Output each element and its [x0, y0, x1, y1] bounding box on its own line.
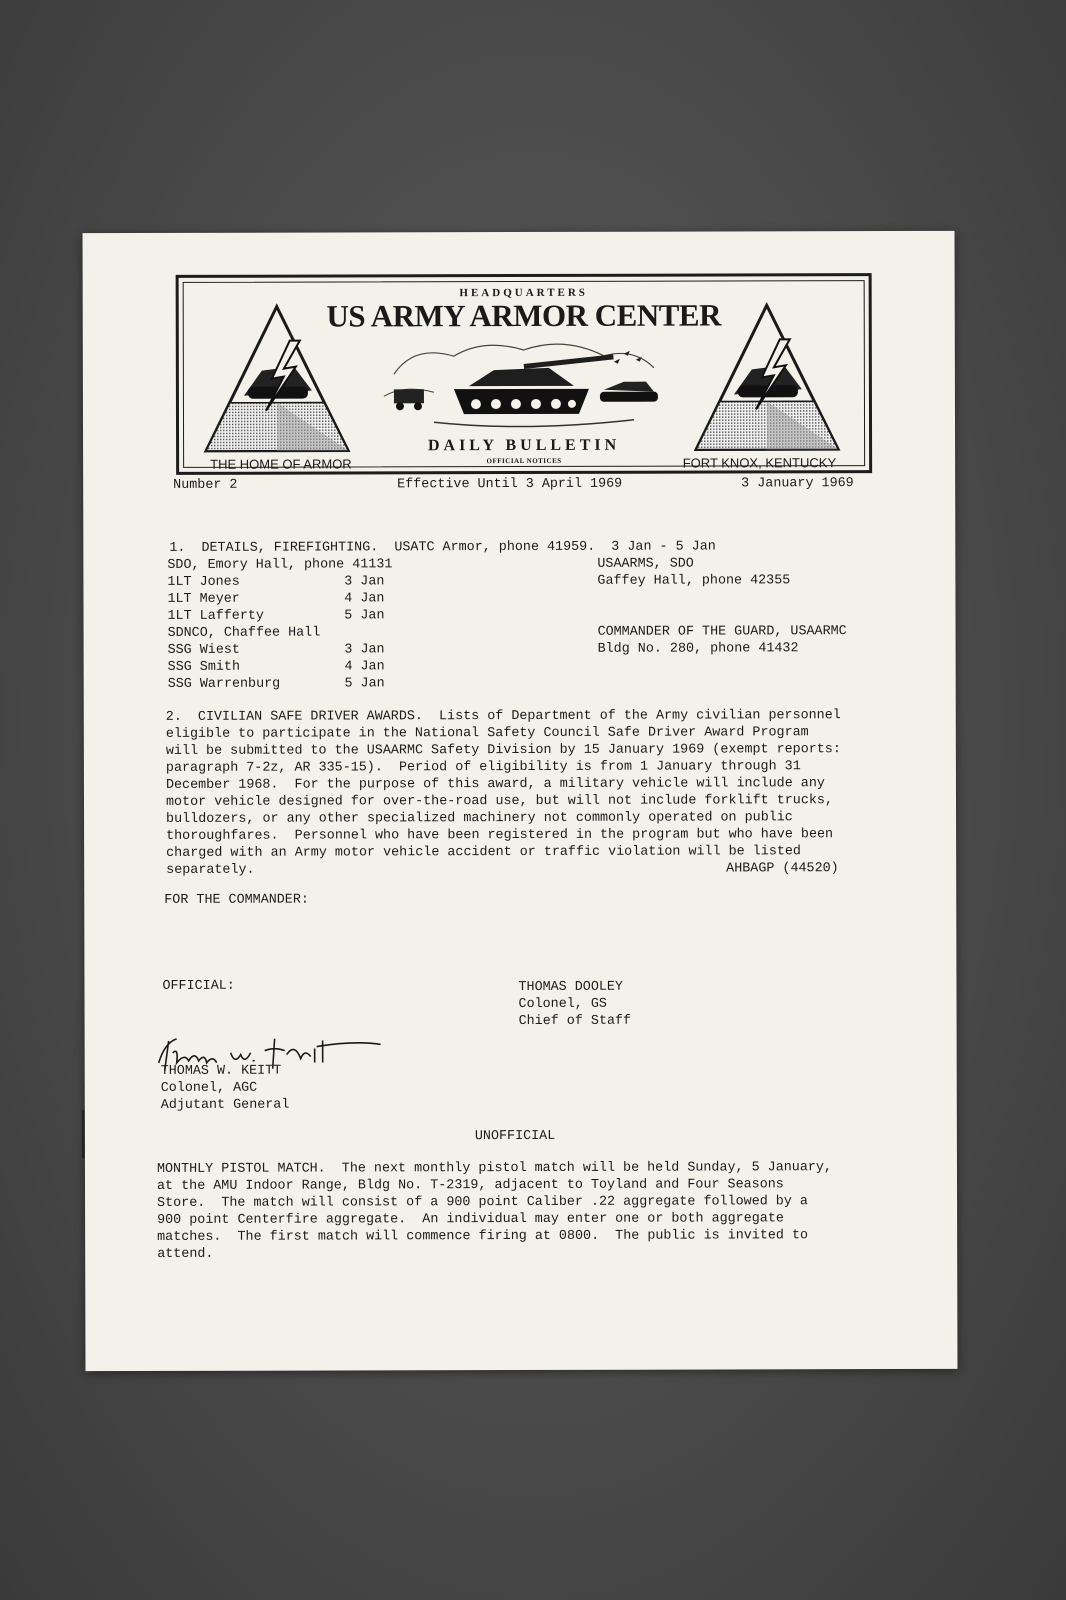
- adjutant-general-block: [161, 1063, 290, 1114]
- item2-line: 2. CIVILIAN SAFE DRIVER AWARDS. Lists of Department of the Army civilian personnel: [165, 708, 841, 725]
- masthead-right-label: FORT KNOX, KENTUCKY: [682, 455, 837, 471]
- chief-of-staff-block: [518, 979, 631, 1030]
- issue-effective: Effective Until 3 April 1969: [397, 476, 623, 493]
- tank-illustration-icon: [374, 334, 674, 435]
- pistol-match-line: MONTHLY PISTOL MATCH. The next monthly pistol match will be held Sunday, 5 January,: [156, 1160, 832, 1177]
- bulletin-page: [83, 231, 958, 1371]
- chief-name: THOMAS DOOLEY: [518, 979, 623, 996]
- masthead-bulletin: DAILY BULLETIN: [427, 436, 621, 455]
- adjutant-rank: Colonel, AGC: [160, 1080, 258, 1096]
- item2-line: separately.: [166, 862, 255, 878]
- masthead: [176, 273, 873, 475]
- item1-left-line: SDO, Emory Hall, phone 41131: [167, 557, 393, 573]
- item2-line: charged with an Army motor vehicle accident or traffic violation will be listed: [166, 844, 801, 861]
- item1-right-line: [597, 606, 846, 624]
- item2-paragraph: [166, 707, 841, 879]
- item2-line: bulldozers, or any other specialized machinery not commonly operated on public: [166, 810, 793, 827]
- issue-date: 3 January 1969: [741, 476, 854, 492]
- adjutant-title: Adjutant General: [160, 1097, 290, 1113]
- pistol-match-line: at the AMU Indoor Range, Bldg No. T-2319, adjacent to Toyland and Four Seasons: [156, 1177, 784, 1194]
- masthead-title: US ARMY ARMOR CENTER: [326, 297, 721, 334]
- item1-right-column: [597, 555, 846, 658]
- item1-left-line: SSG Wiest 3 Jan: [167, 642, 385, 658]
- item1-left-line: SSG Warrenburg 5 Jan: [167, 676, 385, 692]
- item1-left-column: [167, 556, 392, 693]
- item1-left-line: SSG Smith 4 Jan: [167, 659, 385, 675]
- item1-right-line: Bldg No. 280, phone 41432: [597, 641, 799, 657]
- item1-right-line: Gaffey Hall, phone 42355: [597, 573, 791, 589]
- item2-line: will be submitted to the USAARMC Safety Division by 15 January 1969 (exempt reports:: [165, 742, 841, 759]
- item2-reference: AHBAGP (44520): [726, 861, 839, 877]
- unofficial-heading: UNOFFICIAL: [474, 1128, 556, 1145]
- item1-left-line: 1LT Lafferty 5 Jan: [167, 608, 385, 624]
- pistol-match-line: Store. The match will consist of a 900 point Caliber .22 aggregate followed by a: [157, 1194, 808, 1211]
- item2-line: motor vehicle designed for over-the-road use, but will not include forklift trucks,: [165, 793, 833, 810]
- item2-line: paragraph 7-2z, AR 335-15). Period of eligibility is from 1 January through 31: [165, 759, 801, 776]
- item1-left-line: 1LT Jones 3 Jan: [167, 574, 385, 590]
- masthead-left-label: THE HOME OF ARMOR: [210, 456, 352, 472]
- pistol-match-line: attend.: [157, 1246, 214, 1262]
- for-the-commander: FOR THE COMMANDER:: [164, 892, 309, 908]
- item1-right-line: [597, 589, 846, 607]
- chief-rank: Colonel, GS: [518, 996, 607, 1013]
- masthead-notices: OFFICIAL NOTICES: [486, 456, 562, 466]
- item2-line: thoroughfares. Personnel who have been registered in the program but who have been: [166, 827, 834, 844]
- pistol-match-line: 900 point Centerfire aggregate. An individual may enter one or both aggregate: [157, 1211, 784, 1228]
- item1-left-line: 1LT Meyer 4 Jan: [167, 591, 385, 607]
- armor-patch-right-icon: [692, 299, 842, 454]
- item2-line: December 1968. For the purpose of this award, a military vehicle will include any: [165, 776, 825, 793]
- masthead-headquarters: HEADQUARTERS: [459, 286, 588, 300]
- item1-heading: 1. DETAILS, FIREFIGHTING. USATC Armor, phone 41959. 3 Jan - 5 Jan: [169, 539, 716, 556]
- item1-left-line: SDNCO, Chaffee Hall: [167, 625, 321, 641]
- item2-line: eligible to participate in the National Safety Council Safe Driver Award Program: [165, 725, 809, 742]
- adjutant-name: THOMAS W. KEITT: [160, 1063, 282, 1079]
- masthead-inner-border: [183, 280, 865, 472]
- official-label: OFFICIAL:: [162, 978, 235, 994]
- item1-right-line: USAARMS, SDO: [597, 556, 694, 572]
- chief-title: Chief of Staff: [518, 1013, 632, 1030]
- issue-number: Number 2: [173, 477, 238, 493]
- armor-patch-left-icon: [202, 300, 352, 455]
- pistol-match-paragraph: [157, 1159, 832, 1263]
- pistol-match-line: matches. The first match will commence firing at 0800. The public is invited to: [157, 1228, 809, 1245]
- item1-right-line: COMMANDER OF THE GUARD, USAARMC: [597, 624, 847, 640]
